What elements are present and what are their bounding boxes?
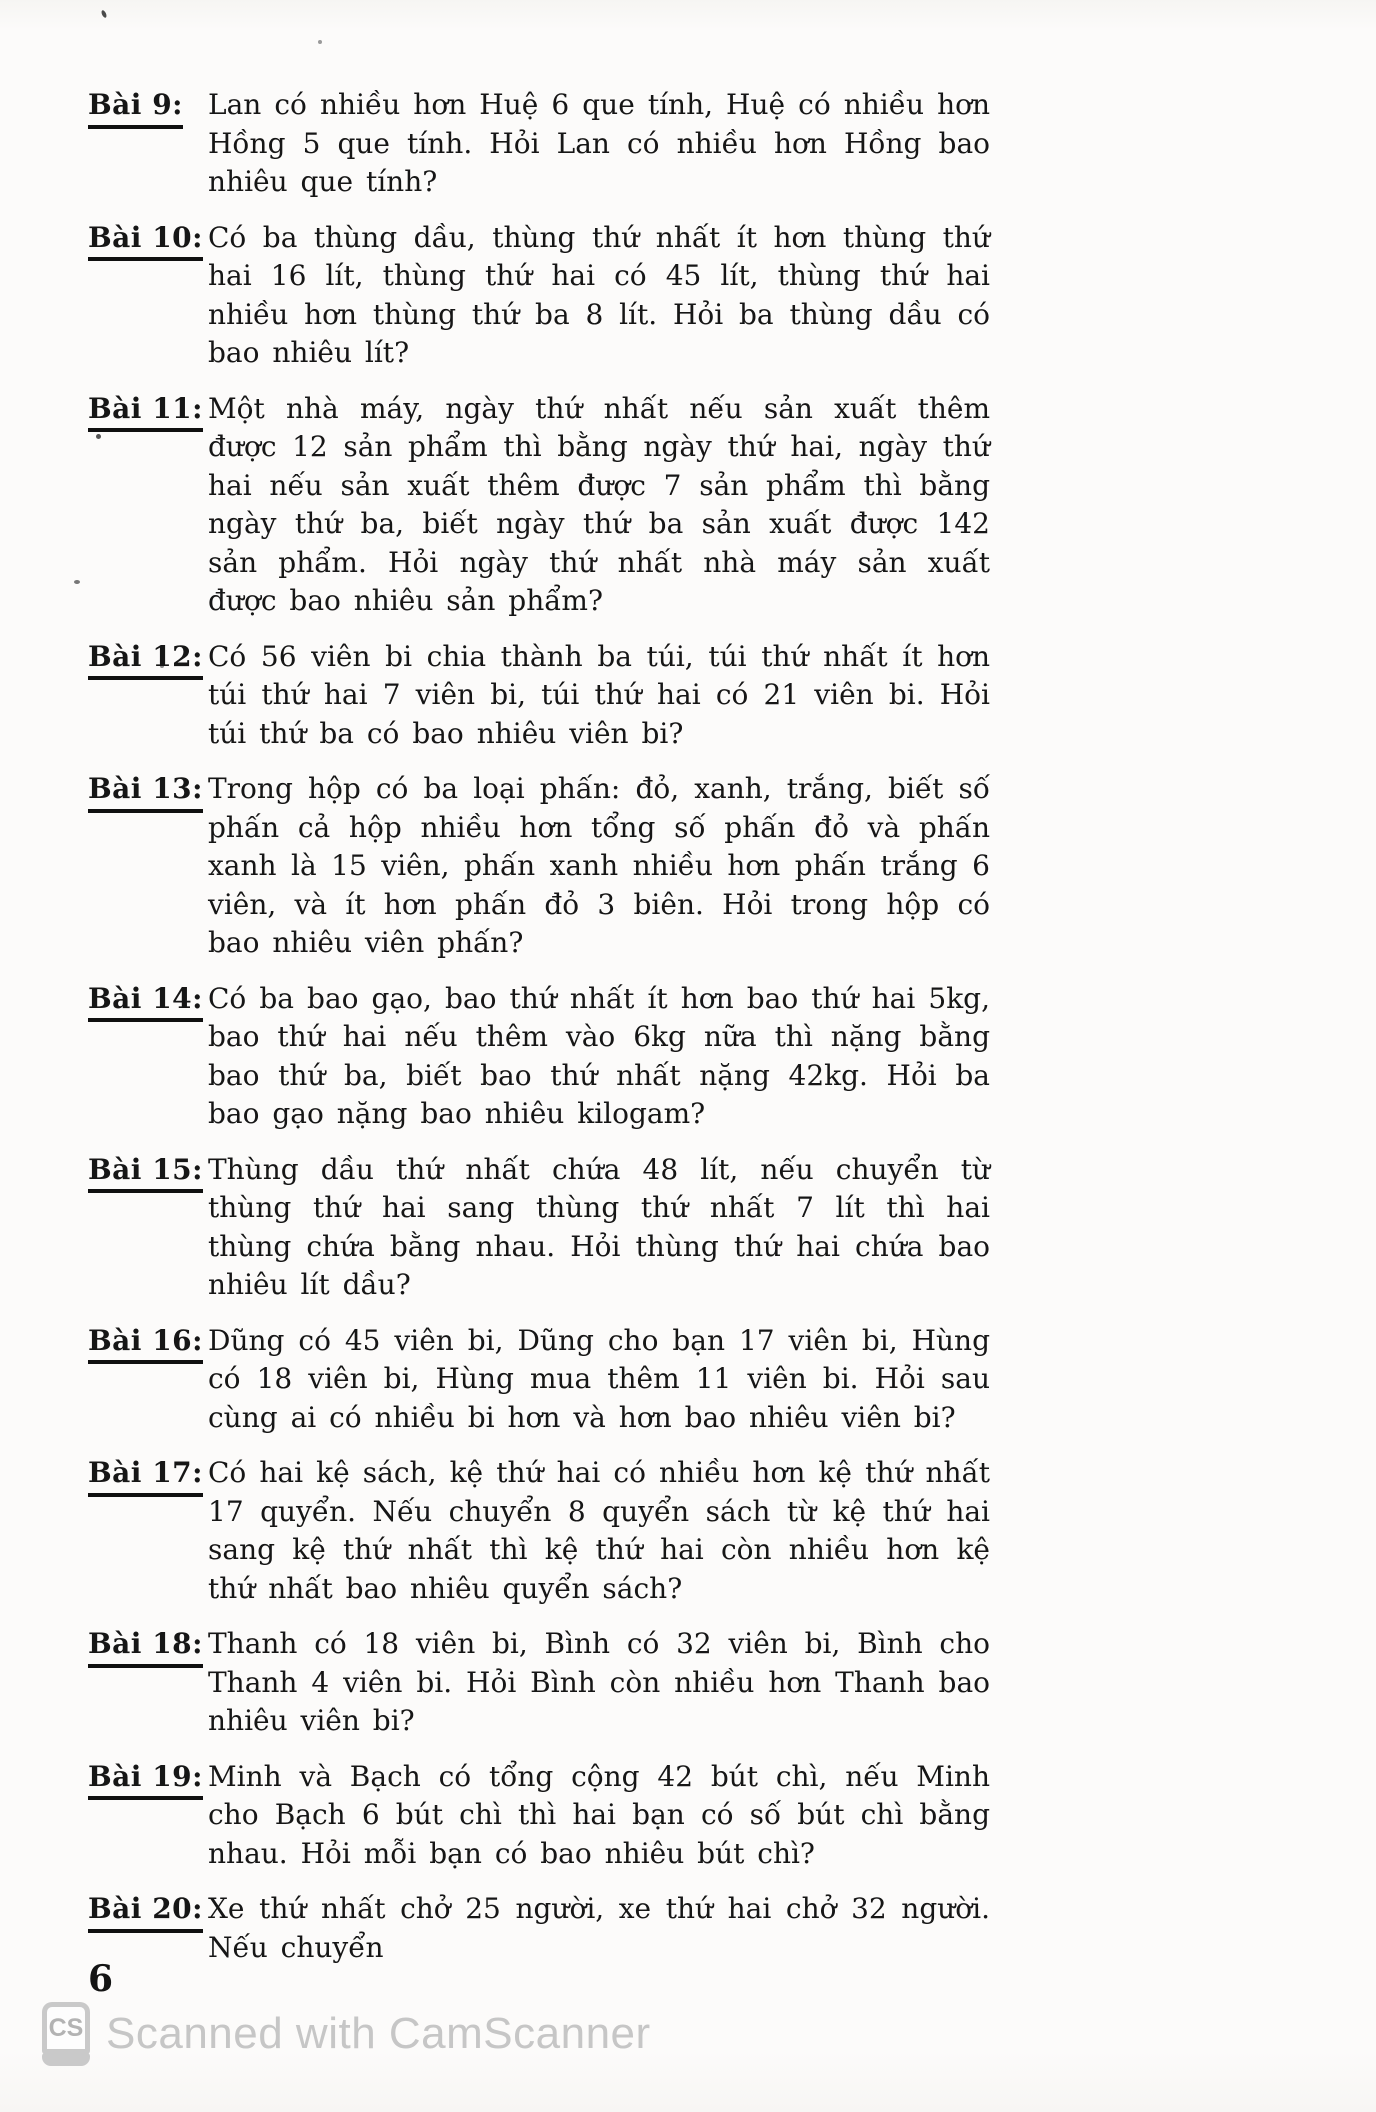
exercise-text: Trong hộp có ba loại phấn: đỏ, xanh, trắng, biết số phấn cả hộp nhiều hơn tổng số phấn đỏ và phấn xanh là 15 viên, phấn xanh nhiều hơn phấn trắng 6 viên, và ít hơn phấn đỏ 3 biên. Hỏi trong hộp có bao nhiêu viên phấn? [208, 772, 990, 959]
exercise-text: Thanh có 18 viên bi, Bình có 32 viên bi, Bình cho Thanh 4 viên bi. Hỏi Bình còn nhiều hơn Thanh bao nhiêu viên bi? [208, 1627, 990, 1737]
exercise-text: Xe thứ nhất chở 25 người, xe thứ hai chở 32 người. Nếu chuyển [208, 1892, 990, 1964]
exercise-label: Bài 14: [88, 980, 203, 1023]
exercise-label: Bài 16: [88, 1322, 203, 1365]
exercise-item [88, 638, 990, 754]
exercise-text: Có ba thùng dầu, thùng thứ nhất ít hơn thùng thứ hai 16 lít, thùng thứ hai có 45 lít, thùng thứ hai nhiều hơn thùng thứ ba 8 lít. Hỏi ba thùng dầu có bao nhiêu lít? [208, 220, 990, 369]
camscanner-watermark-text: Scanned with CamScanner [106, 2009, 651, 2058]
exercise-label: Bài 10: [88, 219, 203, 262]
exercise-label: Bài 17: [88, 1454, 203, 1497]
exercise-item [88, 1758, 990, 1874]
exercise-item [88, 980, 990, 1134]
exercise-text: Minh và Bạch có tổng cộng 42 bút chì, nếu Minh cho Bạch 6 bút chì thì hai bạn có số bút chì bằng nhau. Hỏi mỗi bạn có bao nhiêu bút chì? [208, 1759, 990, 1870]
exercise-item [88, 1890, 990, 1967]
exercise-item [88, 770, 990, 963]
exercise-label: Bài 18: [88, 1625, 203, 1668]
scan-artifact [100, 10, 107, 19]
exercise-label: Bài 20: [88, 1890, 203, 1933]
exercise-text: Dũng có 45 viên bi, Dũng cho bạn 17 viên bi, Hùng có 18 viên bi, Hùng mua thêm 11 viên bi. Hỏi sau cùng ai có nhiều bi hơn và hơn bao nhiêu viên bi? [208, 1323, 990, 1434]
exercise-item [88, 1322, 990, 1438]
exercise-text: Có 56 viên bi chia thành ba túi, túi thứ nhất ít hơn túi thứ hai 7 viên bi, túi thứ hai có 21 viên bi. Hỏi túi thứ ba có bao nhiêu viên bi? [208, 639, 990, 750]
scan-artifact [318, 40, 322, 44]
exercise-label: Bài 9: [88, 86, 183, 129]
scan-artifact [74, 580, 80, 584]
page-number: 6 [88, 1958, 114, 2000]
exercise-item [88, 1625, 990, 1741]
exercise-text: Một nhà máy, ngày thứ nhất nếu sản xuất thêm được 12 sản phẩm thì bằng ngày thứ hai, ngày thứ hai nếu sản xuất thêm được 7 sản phẩm thì bằng ngày thứ ba, biết ngày thứ ba sản xuất được 142 sản phẩm. Hỏi ngày thứ nhất nhà máy sản xuất được bao nhiêu sản phẩm? [208, 391, 990, 617]
exercise-item [88, 1454, 990, 1608]
exercise-label: Bài 13: [88, 770, 203, 813]
exercise-label: Bài 19: [88, 1758, 203, 1801]
exercise-item [88, 86, 990, 202]
exercise-text: Có hai kệ sách, kệ thứ hai có nhiều hơn kệ thứ nhất 17 quyển. Nếu chuyển 8 quyển sách từ kệ thứ hai sang kệ thứ nhất thì kệ thứ hai còn nhiều hơn kệ thứ nhất bao nhiêu quyển sách? [208, 1456, 990, 1605]
exercise-text: Có ba bao gạo, bao thứ nhất ít hơn bao thứ hai 5kg, bao thứ hai nếu thêm vào 6kg nữa thì nặng bằng bao thứ ba, biết bao thứ nhất nặng 42kg. Hỏi ba bao gạo nặng bao nhiêu kilogam? [208, 981, 990, 1130]
exercise-label: Bài 15: [88, 1151, 203, 1194]
camscanner-logo-base [42, 2053, 90, 2066]
exercise-label: Bài 11: [88, 390, 203, 433]
exercise-text: Thùng dầu thứ nhất chứa 48 lít, nếu chuyển từ thùng thứ hai sang thùng thứ nhất 7 lít thì hai thùng chứa bằng nhau. Hỏi thùng thứ hai chứa bao nhiêu lít dầu? [208, 1152, 990, 1301]
exercise-item [88, 1151, 990, 1305]
camscanner-logo-letters: CS [42, 2002, 90, 2054]
exercise-item [88, 219, 990, 373]
exercise-label: Bài 12: [88, 638, 203, 681]
exercise-item [88, 390, 990, 621]
camscanner-logo-icon [42, 2002, 90, 2066]
camscanner-footer [42, 2002, 651, 2066]
exercise-text: Lan có nhiều hơn Huệ 6 que tính, Huệ có nhiều hơn Hồng 5 que tính. Hỏi Lan có nhiều hơn Hồng bao nhiêu que tính? [208, 88, 990, 198]
exercise-list [88, 86, 990, 1984]
